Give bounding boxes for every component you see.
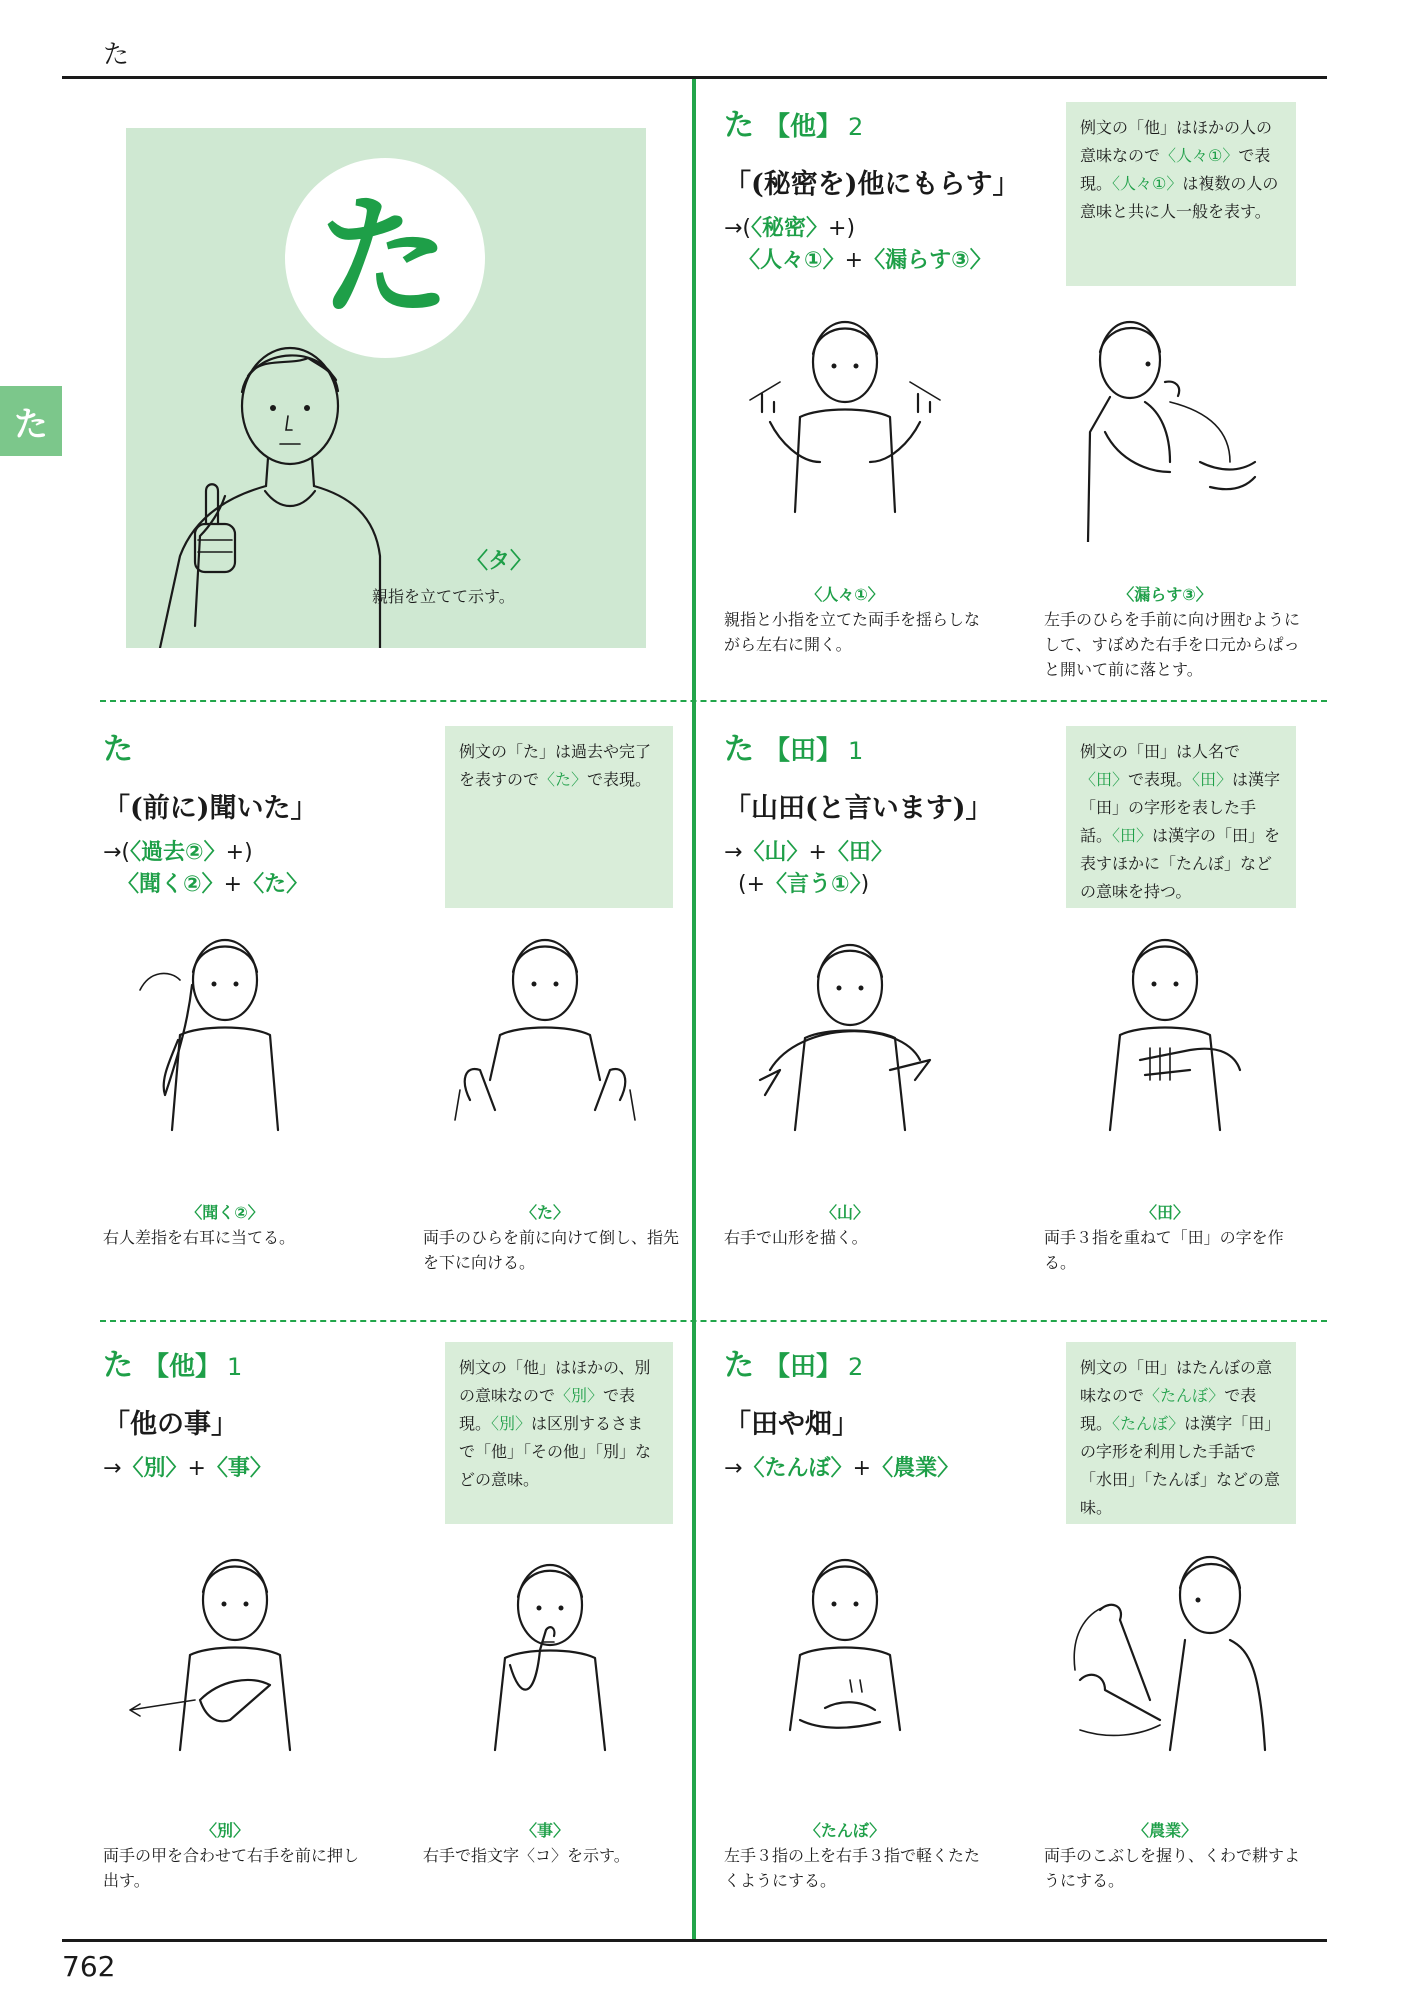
- entry-formula: [103, 1453, 433, 1485]
- entry-head-kanji: 【田】: [764, 736, 843, 766]
- formula-text: →: [103, 1456, 122, 1481]
- illustration-kiku: [120, 930, 330, 1160]
- formula-sign: 〈た〉: [242, 871, 309, 897]
- formula-text: [103, 872, 117, 897]
- figure-caption-title: 〈たんぼ〉: [804, 1821, 886, 1840]
- entry-formula: [724, 1453, 1054, 1485]
- entry-formula: [724, 837, 1054, 901]
- figure-caption-text: 親指と小指を立てた両手を揺らしながら左右に開く。: [724, 610, 981, 654]
- entry-note: [1066, 726, 1296, 908]
- entry-ta-field-2: [724, 1340, 1054, 1485]
- entry-head-kana: た: [724, 108, 754, 143]
- column-divider: [692, 79, 696, 1939]
- figure-caption-text: 右手で指文字〈コ〉を示す。: [423, 1846, 630, 1865]
- illustration-nougyou: [1060, 1550, 1270, 1780]
- formula-sign: 〈別〉: [121, 1456, 188, 1481]
- figure-caption-title: 〈別〉: [200, 1821, 249, 1840]
- entry-heading: [724, 100, 1054, 144]
- illustration-tanbo: [740, 1550, 950, 1780]
- illustration-hitobito: [740, 312, 950, 542]
- figure-caption-title: 〈た〉: [520, 1203, 569, 1222]
- hero-panel: [126, 128, 646, 648]
- note-sign: 〈別〉: [491, 1414, 532, 1433]
- entry-heading: [724, 724, 1054, 768]
- note-sign: 〈人々①〉: [1160, 146, 1239, 165]
- note-sign: 〈別〉: [555, 1386, 604, 1405]
- note-text: 例文の「田」は人名で: [1080, 742, 1241, 761]
- entry-head-kana: た: [103, 732, 133, 767]
- note-sign: 〈た〉: [539, 770, 588, 789]
- bottom-rule: [62, 1939, 1327, 1942]
- figure-caption-title: 〈事〉: [520, 1821, 569, 1840]
- entry-ta-field-1: [724, 724, 1054, 901]
- formula-sign: 〈人々①〉: [738, 247, 845, 273]
- page-number: 762: [62, 1950, 116, 1983]
- formula-sign: 〈言う①〉: [765, 871, 861, 897]
- figure-caption-text: 両手３指を重ねて「田」の字を作る。: [1044, 1228, 1284, 1272]
- entry-note: [1066, 102, 1296, 286]
- entry-note: [445, 726, 673, 908]
- entry-head-kanji: 【他】: [764, 112, 843, 142]
- note-sign: 〈田〉: [1192, 770, 1233, 789]
- note-text: 例文の「他」はほかの人の意味なので: [1080, 118, 1273, 165]
- formula-sign: 〈過去②〉: [130, 840, 226, 865]
- note-sign: 〈人々①〉: [1112, 174, 1183, 193]
- formula-text: →(: [103, 840, 131, 865]
- entry-head-number: 2: [848, 1353, 864, 1381]
- formula-text: +: [223, 871, 243, 897]
- entry-phrase: 「他の事」: [103, 1409, 238, 1440]
- entry-ta-past: [103, 724, 433, 901]
- entry-phrase: 「田や畑」: [724, 1409, 859, 1440]
- entry-head-kana: た: [724, 1348, 754, 1383]
- illustration-yama: [740, 930, 950, 1160]
- entry-phrase: 「(秘密を)他にもらす」: [724, 169, 1020, 200]
- hero-caption-title: 〈タ〉: [466, 549, 533, 574]
- entry-head-number: 1: [227, 1353, 243, 1381]
- entry-head-number: 2: [848, 113, 864, 141]
- formula-sign: 〈山〉: [742, 840, 809, 865]
- figure-caption-title: 〈農業〉: [1132, 1821, 1197, 1840]
- illustration-ta: [440, 930, 650, 1160]
- note-sign: 〈たんぼ〉: [1144, 1386, 1225, 1405]
- formula-text: +: [852, 1456, 872, 1481]
- illustration-morasu: [1060, 312, 1270, 542]
- note-text: は区別するさまで「他」「その他」「別」などの意味。: [459, 1414, 652, 1489]
- formula-sign: 〈農業〉: [871, 1456, 960, 1481]
- figure-caption-title: 〈山〉: [820, 1203, 869, 1222]
- hero-kana: た: [319, 181, 451, 335]
- formula-text: +: [844, 247, 864, 273]
- figure-caption-title: 〈聞く②〉: [186, 1203, 264, 1222]
- figure-caption-title: 〈人々①〉: [806, 585, 884, 604]
- formula-sign: 〈事〉: [205, 1456, 272, 1481]
- figure-caption-title: 〈漏らす③〉: [1118, 585, 1212, 604]
- figure-caption-text: 左手のひらを手前に向け囲むようにして、すぼめた右手を口元からぱっと開いて前に落とす。: [1044, 610, 1301, 679]
- note-text: は複数の人の意味と共に人一般を表す。: [1080, 174, 1279, 221]
- formula-sign: 〈たんぼ〉: [742, 1456, 853, 1481]
- formula-text: +): [828, 216, 856, 241]
- entry-head-number: 1: [848, 737, 864, 765]
- note-text: は漢字「田」の字形を表した手話。: [1080, 770, 1281, 845]
- formula-text: ): [860, 871, 870, 897]
- section-divider: [100, 1320, 1327, 1322]
- entry-head-kanji: 【田】: [764, 1352, 843, 1382]
- figure-caption-title: 〈田〉: [1140, 1203, 1189, 1222]
- entry-heading: [103, 724, 433, 768]
- entry-heading: [103, 1340, 433, 1384]
- note-text: は漢字「田」の字形を利用した手話で「水田」「たんぼ」などの意味。: [1080, 1414, 1281, 1517]
- entry-formula: [103, 837, 433, 901]
- formula-sign: 〈秘密〉: [751, 216, 829, 241]
- entry-note: [445, 1342, 673, 1524]
- figure-caption-text: 両手のこぶしを握り、くわで耕すようにする。: [1044, 1846, 1301, 1890]
- note-text: で表現。: [1128, 770, 1193, 789]
- entry-head-kana: た: [724, 732, 754, 767]
- figure-caption-text: 左手３指の上を右手３指で軽くたたくようにする。: [724, 1846, 981, 1890]
- entry-ta-other-1: [103, 1340, 433, 1485]
- illustration-koto: [440, 1550, 650, 1780]
- formula-text: (+: [737, 871, 766, 897]
- note-text: は漢字の「田」を表すほかに「たんぼ」などの意味を持つ。: [1080, 826, 1281, 901]
- entry-head-kanji: 【他】: [143, 1352, 222, 1382]
- entry-note: [1066, 1342, 1296, 1524]
- entry-head-kana: た: [103, 1348, 133, 1383]
- entry-formula: [724, 213, 1054, 277]
- formula-text: →: [724, 840, 743, 865]
- note-text: で表現。: [587, 770, 652, 789]
- note-sign: 〈田〉: [1080, 770, 1129, 789]
- note-text: 例文の「田」はたんぼの意味なので: [1080, 1358, 1273, 1405]
- figure-caption-text: 両手のひらを前に向けて倒し、指先を下に向ける。: [423, 1228, 680, 1272]
- note-text: で表現。: [459, 1386, 636, 1433]
- figure-caption-text: 両手の甲を合わせて右手を前に押し出す。: [103, 1846, 360, 1890]
- formula-sign: 〈漏らす③〉: [863, 247, 992, 273]
- entry-phrase: 「山田(と言います)」: [724, 793, 993, 824]
- figure-caption-text: 右人差指を右耳に当てる。: [103, 1228, 296, 1247]
- formula-text: +: [187, 1456, 206, 1481]
- section-divider: [100, 700, 1327, 702]
- formula-sign: 〈田〉: [826, 840, 893, 865]
- formula-text: +): [225, 840, 253, 865]
- figure-caption-text: 右手で山形を描く。: [724, 1228, 868, 1247]
- note-text: 例文の「他」はほかの、別の意味なので: [459, 1358, 651, 1405]
- entry-phrase: 「(前に)聞いた」: [103, 793, 318, 824]
- note-text: で表現。: [1080, 1386, 1257, 1433]
- formula-text: [724, 248, 738, 273]
- note-text: で表現。: [1080, 146, 1271, 193]
- illustration-ta-field: [1060, 930, 1270, 1160]
- formula-sign: 〈聞く②〉: [117, 871, 224, 897]
- index-tab: た: [0, 386, 62, 456]
- entry-heading: [724, 1340, 1054, 1384]
- hero-caption-text: 親指を立てて示す。: [372, 587, 515, 606]
- formula-text: →: [724, 1456, 743, 1481]
- formula-text: →(: [724, 216, 752, 241]
- entry-ta-other-2: [724, 100, 1054, 277]
- note-text: 例文の「た」は過去や完了を表すので: [459, 742, 652, 789]
- illustration-betsu: [120, 1550, 330, 1780]
- note-sign: 〈田〉: [1112, 826, 1153, 845]
- page-header-kana: た: [103, 40, 130, 70]
- note-sign: 〈たんぼ〉: [1112, 1414, 1185, 1433]
- formula-text: +: [808, 840, 827, 865]
